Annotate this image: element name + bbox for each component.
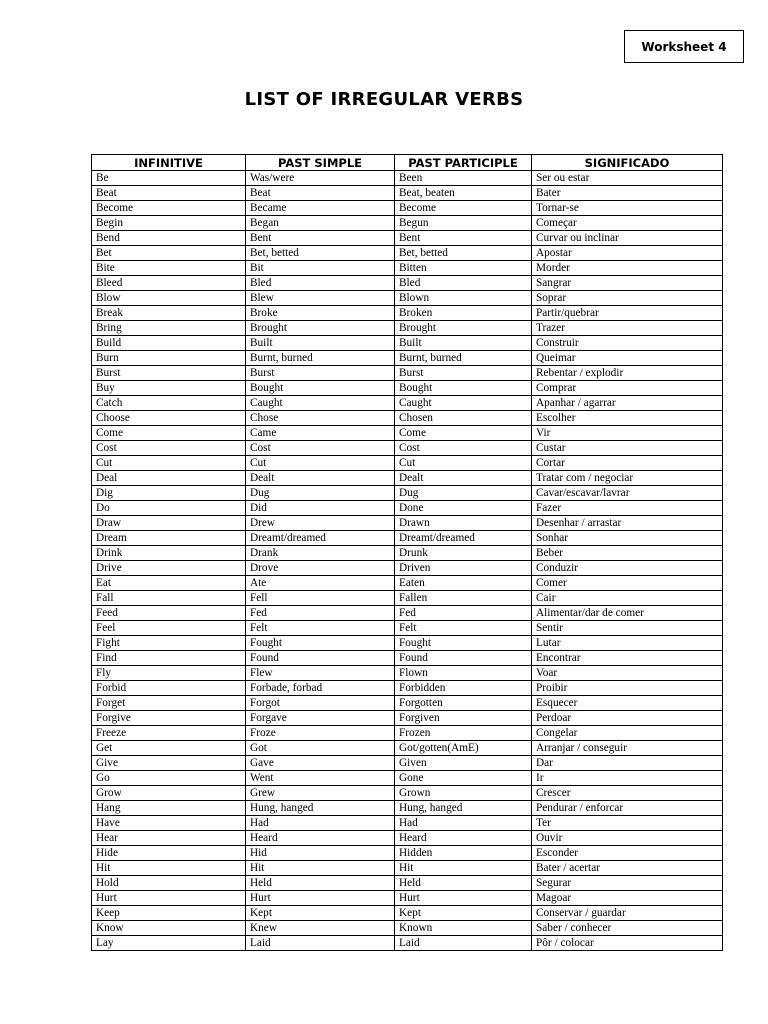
meaning-cell: Alimentar/dar de comer: [532, 606, 723, 621]
meaning-cell: Comprar: [532, 381, 723, 396]
meaning-cell: Sonhar: [532, 531, 723, 546]
past-simple-cell: Hung, hanged: [246, 801, 395, 816]
table-row: [92, 441, 723, 456]
meaning-cell: Apostar: [532, 246, 723, 261]
past-participle-cell: Blown: [395, 291, 532, 306]
infinitive-cell: Freeze: [92, 726, 246, 741]
past-simple-cell: Bent: [246, 231, 395, 246]
infinitive-cell: Bend: [92, 231, 246, 246]
past-simple-cell: Found: [246, 651, 395, 666]
meaning-cell: Perdoar: [532, 711, 723, 726]
infinitive-cell: Grow: [92, 786, 246, 801]
past-simple-cell: Beat: [246, 186, 395, 201]
infinitive-cell: Hang: [92, 801, 246, 816]
worksheet-label: Worksheet 4: [624, 30, 744, 63]
past-simple-cell: Brought: [246, 321, 395, 336]
infinitive-cell: Hit: [92, 861, 246, 876]
infinitive-cell: Hear: [92, 831, 246, 846]
meaning-cell: Soprar: [532, 291, 723, 306]
infinitive-cell: Know: [92, 921, 246, 936]
table-header-row: [92, 155, 723, 171]
past-participle-cell: Burst: [395, 366, 532, 381]
table-row: [92, 171, 723, 186]
table-row: [92, 756, 723, 771]
meaning-cell: Apanhar / agarrar: [532, 396, 723, 411]
meaning-cell: Cavar/escavar/lavrar: [532, 486, 723, 501]
past-simple-cell: Felt: [246, 621, 395, 636]
past-participle-cell: Hit: [395, 861, 532, 876]
past-participle-cell: Built: [395, 336, 532, 351]
infinitive-cell: Forget: [92, 696, 246, 711]
past-participle-cell: Held: [395, 876, 532, 891]
past-simple-cell: Burnt, burned: [246, 351, 395, 366]
header-past-simple: PAST SIMPLE: [246, 155, 395, 171]
past-participle-cell: Forbidden: [395, 681, 532, 696]
infinitive-cell: Find: [92, 651, 246, 666]
past-participle-cell: Hung, hanged: [395, 801, 532, 816]
infinitive-cell: Bleed: [92, 276, 246, 291]
past-simple-cell: Laid: [246, 936, 395, 951]
past-simple-cell: Dug: [246, 486, 395, 501]
table-row: [92, 711, 723, 726]
infinitive-cell: Lay: [92, 936, 246, 951]
past-participle-cell: Gone: [395, 771, 532, 786]
table-row: [92, 321, 723, 336]
past-participle-cell: Become: [395, 201, 532, 216]
meaning-cell: Comer: [532, 576, 723, 591]
past-participle-cell: Bent: [395, 231, 532, 246]
table-row: [92, 591, 723, 606]
header-infinitive: INFINITIVE: [92, 155, 246, 171]
infinitive-cell: Fight: [92, 636, 246, 651]
meaning-cell: Rebentar / explodir: [532, 366, 723, 381]
table-row: [92, 801, 723, 816]
table-row: [92, 741, 723, 756]
infinitive-cell: Dig: [92, 486, 246, 501]
past-simple-cell: Drew: [246, 516, 395, 531]
past-participle-cell: Brought: [395, 321, 532, 336]
past-participle-cell: Begun: [395, 216, 532, 231]
past-simple-cell: Drove: [246, 561, 395, 576]
table-row: [92, 486, 723, 501]
irregular-verbs-table: [91, 154, 723, 951]
meaning-cell: Desenhar / arrastar: [532, 516, 723, 531]
meaning-cell: Arranjar / conseguir: [532, 741, 723, 756]
meaning-cell: Ter: [532, 816, 723, 831]
table-row: [92, 411, 723, 426]
table-row: [92, 351, 723, 366]
past-participle-cell: Caught: [395, 396, 532, 411]
past-participle-cell: Forgiven: [395, 711, 532, 726]
infinitive-cell: Feel: [92, 621, 246, 636]
meaning-cell: Ser ou estar: [532, 171, 723, 186]
infinitive-cell: Give: [92, 756, 246, 771]
past-participle-cell: Had: [395, 816, 532, 831]
meaning-cell: Fazer: [532, 501, 723, 516]
past-participle-cell: Been: [395, 171, 532, 186]
past-participle-cell: Forgotten: [395, 696, 532, 711]
table-row: [92, 201, 723, 216]
past-participle-cell: Eaten: [395, 576, 532, 591]
past-participle-cell: Hurt: [395, 891, 532, 906]
past-participle-cell: Got/gotten(AmE): [395, 741, 532, 756]
table-row: [92, 561, 723, 576]
past-simple-cell: Forgot: [246, 696, 395, 711]
table-row: [92, 546, 723, 561]
past-participle-cell: Drunk: [395, 546, 532, 561]
meaning-cell: Dar: [532, 756, 723, 771]
header-significado: SIGNIFICADO: [532, 155, 723, 171]
infinitive-cell: Eat: [92, 576, 246, 591]
infinitive-cell: Draw: [92, 516, 246, 531]
past-simple-cell: Heard: [246, 831, 395, 846]
table-row: [92, 786, 723, 801]
infinitive-cell: Forbid: [92, 681, 246, 696]
past-simple-cell: Came: [246, 426, 395, 441]
table-row: [92, 636, 723, 651]
past-participle-cell: Fought: [395, 636, 532, 651]
infinitive-cell: Come: [92, 426, 246, 441]
header-past-participle: PAST PARTICIPLE: [395, 155, 532, 171]
table-row: [92, 681, 723, 696]
meaning-cell: Esquecer: [532, 696, 723, 711]
table-row: [92, 621, 723, 636]
past-participle-cell: Dealt: [395, 471, 532, 486]
past-simple-cell: Got: [246, 741, 395, 756]
past-participle-cell: Flown: [395, 666, 532, 681]
past-simple-cell: Ate: [246, 576, 395, 591]
infinitive-cell: Go: [92, 771, 246, 786]
past-simple-cell: Dealt: [246, 471, 395, 486]
past-participle-cell: Grown: [395, 786, 532, 801]
infinitive-cell: Hide: [92, 846, 246, 861]
infinitive-cell: Choose: [92, 411, 246, 426]
past-participle-cell: Fallen: [395, 591, 532, 606]
infinitive-cell: Bet: [92, 246, 246, 261]
past-simple-cell: Fed: [246, 606, 395, 621]
meaning-cell: Pendurar / enforcar: [532, 801, 723, 816]
past-participle-cell: Heard: [395, 831, 532, 846]
past-participle-cell: Dreamt/dreamed: [395, 531, 532, 546]
meaning-cell: Cortar: [532, 456, 723, 471]
past-simple-cell: Cut: [246, 456, 395, 471]
meaning-cell: Cair: [532, 591, 723, 606]
meaning-cell: Esconder: [532, 846, 723, 861]
infinitive-cell: Build: [92, 336, 246, 351]
meaning-cell: Ir: [532, 771, 723, 786]
infinitive-cell: Hold: [92, 876, 246, 891]
table-row: [92, 366, 723, 381]
infinitive-cell: Fly: [92, 666, 246, 681]
past-participle-cell: Fed: [395, 606, 532, 621]
infinitive-cell: Fall: [92, 591, 246, 606]
past-simple-cell: Dreamt/dreamed: [246, 531, 395, 546]
past-participle-cell: Drawn: [395, 516, 532, 531]
infinitive-cell: Be: [92, 171, 246, 186]
table-row: [92, 606, 723, 621]
meaning-cell: Queimar: [532, 351, 723, 366]
past-participle-cell: Found: [395, 651, 532, 666]
meaning-cell: Conservar / guardar: [532, 906, 723, 921]
past-simple-cell: Kept: [246, 906, 395, 921]
table-row: [92, 291, 723, 306]
past-simple-cell: Bled: [246, 276, 395, 291]
infinitive-cell: Keep: [92, 906, 246, 921]
infinitive-cell: Burst: [92, 366, 246, 381]
meaning-cell: Sangrar: [532, 276, 723, 291]
table-row: [92, 696, 723, 711]
table-row: [92, 651, 723, 666]
infinitive-cell: Burn: [92, 351, 246, 366]
past-participle-cell: Known: [395, 921, 532, 936]
past-participle-cell: Done: [395, 501, 532, 516]
page-title: LIST OF IRREGULAR VERBS: [244, 89, 524, 110]
meaning-cell: Começar: [532, 216, 723, 231]
meaning-cell: Morder: [532, 261, 723, 276]
past-simple-cell: Gave: [246, 756, 395, 771]
past-simple-cell: Grew: [246, 786, 395, 801]
past-simple-cell: Built: [246, 336, 395, 351]
table-row: [92, 396, 723, 411]
meaning-cell: Saber / conhecer: [532, 921, 723, 936]
past-simple-cell: Became: [246, 201, 395, 216]
past-simple-cell: Caught: [246, 396, 395, 411]
past-participle-cell: Driven: [395, 561, 532, 576]
infinitive-cell: Bite: [92, 261, 246, 276]
past-simple-cell: Fought: [246, 636, 395, 651]
table-row: [92, 276, 723, 291]
table-row: [92, 726, 723, 741]
table-row: [92, 771, 723, 786]
meaning-cell: Curvar ou inclinar: [532, 231, 723, 246]
past-simple-cell: Bet, betted: [246, 246, 395, 261]
infinitive-cell: Get: [92, 741, 246, 756]
table-row: [92, 816, 723, 831]
past-simple-cell: Knew: [246, 921, 395, 936]
table-row: [92, 231, 723, 246]
meaning-cell: Custar: [532, 441, 723, 456]
meaning-cell: Proibir: [532, 681, 723, 696]
table-row: [92, 261, 723, 276]
table-row: [92, 891, 723, 906]
meaning-cell: Lutar: [532, 636, 723, 651]
meaning-cell: Vir: [532, 426, 723, 441]
past-participle-cell: Broken: [395, 306, 532, 321]
past-simple-cell: Chose: [246, 411, 395, 426]
past-simple-cell: Froze: [246, 726, 395, 741]
meaning-cell: Sentir: [532, 621, 723, 636]
infinitive-cell: Become: [92, 201, 246, 216]
past-participle-cell: Bought: [395, 381, 532, 396]
past-simple-cell: Bought: [246, 381, 395, 396]
past-participle-cell: Beat, beaten: [395, 186, 532, 201]
table-row: [92, 861, 723, 876]
past-participle-cell: Bitten: [395, 261, 532, 276]
meaning-cell: Tornar-se: [532, 201, 723, 216]
past-participle-cell: Laid: [395, 936, 532, 951]
table-row: [92, 381, 723, 396]
table-row: [92, 576, 723, 591]
infinitive-cell: Hurt: [92, 891, 246, 906]
table-row: [92, 501, 723, 516]
past-simple-cell: Did: [246, 501, 395, 516]
infinitive-cell: Feed: [92, 606, 246, 621]
past-participle-cell: Hidden: [395, 846, 532, 861]
past-participle-cell: Chosen: [395, 411, 532, 426]
past-simple-cell: Burst: [246, 366, 395, 381]
table-row: [92, 216, 723, 231]
infinitive-cell: Drink: [92, 546, 246, 561]
table-row: [92, 921, 723, 936]
past-simple-cell: Fell: [246, 591, 395, 606]
past-simple-cell: Went: [246, 771, 395, 786]
table-row: [92, 831, 723, 846]
infinitive-cell: Break: [92, 306, 246, 321]
past-participle-cell: Burnt, burned: [395, 351, 532, 366]
past-participle-cell: Cost: [395, 441, 532, 456]
table-row: [92, 306, 723, 321]
past-simple-cell: Began: [246, 216, 395, 231]
table-body: [92, 171, 723, 951]
table-row: [92, 456, 723, 471]
meaning-cell: Magoar: [532, 891, 723, 906]
meaning-cell: Encontrar: [532, 651, 723, 666]
past-simple-cell: Cost: [246, 441, 395, 456]
infinitive-cell: Catch: [92, 396, 246, 411]
infinitive-cell: Have: [92, 816, 246, 831]
table-row: [92, 531, 723, 546]
past-simple-cell: Had: [246, 816, 395, 831]
meaning-cell: Voar: [532, 666, 723, 681]
table-row: [92, 246, 723, 261]
meaning-cell: Congelar: [532, 726, 723, 741]
meaning-cell: Ouvir: [532, 831, 723, 846]
meaning-cell: Construir: [532, 336, 723, 351]
table-row: [92, 666, 723, 681]
past-simple-cell: Blew: [246, 291, 395, 306]
table-row: [92, 936, 723, 951]
table-row: [92, 186, 723, 201]
past-simple-cell: Broke: [246, 306, 395, 321]
infinitive-cell: Beat: [92, 186, 246, 201]
infinitive-cell: Dream: [92, 531, 246, 546]
past-simple-cell: Hid: [246, 846, 395, 861]
meaning-cell: Escolher: [532, 411, 723, 426]
meaning-cell: Trazer: [532, 321, 723, 336]
table-row: [92, 471, 723, 486]
infinitive-cell: Cut: [92, 456, 246, 471]
past-participle-cell: Kept: [395, 906, 532, 921]
meaning-cell: Bater: [532, 186, 723, 201]
past-participle-cell: Cut: [395, 456, 532, 471]
meaning-cell: Bater / acertar: [532, 861, 723, 876]
infinitive-cell: Forgive: [92, 711, 246, 726]
infinitive-cell: Begin: [92, 216, 246, 231]
past-participle-cell: Felt: [395, 621, 532, 636]
past-simple-cell: Hurt: [246, 891, 395, 906]
table-row: [92, 876, 723, 891]
infinitive-cell: Bring: [92, 321, 246, 336]
past-participle-cell: Bet, betted: [395, 246, 532, 261]
meaning-cell: Segurar: [532, 876, 723, 891]
past-simple-cell: Flew: [246, 666, 395, 681]
infinitive-cell: Blow: [92, 291, 246, 306]
past-simple-cell: Drank: [246, 546, 395, 561]
infinitive-cell: Buy: [92, 381, 246, 396]
table-row: [92, 846, 723, 861]
table-row: [92, 906, 723, 921]
past-simple-cell: Held: [246, 876, 395, 891]
past-participle-cell: Given: [395, 756, 532, 771]
meaning-cell: Pôr / colocar: [532, 936, 723, 951]
meaning-cell: Beber: [532, 546, 723, 561]
past-participle-cell: Dug: [395, 486, 532, 501]
infinitive-cell: Deal: [92, 471, 246, 486]
table-row: [92, 516, 723, 531]
infinitive-cell: Do: [92, 501, 246, 516]
past-participle-cell: Frozen: [395, 726, 532, 741]
meaning-cell: Crescer: [532, 786, 723, 801]
past-simple-cell: Hit: [246, 861, 395, 876]
past-simple-cell: Forbade, forbad: [246, 681, 395, 696]
infinitive-cell: Cost: [92, 441, 246, 456]
meaning-cell: Partir/quebrar: [532, 306, 723, 321]
meaning-cell: Conduzir: [532, 561, 723, 576]
past-simple-cell: Bit: [246, 261, 395, 276]
table-row: [92, 426, 723, 441]
past-simple-cell: Forgave: [246, 711, 395, 726]
past-participle-cell: Bled: [395, 276, 532, 291]
meaning-cell: Tratar com / negociar: [532, 471, 723, 486]
infinitive-cell: Drive: [92, 561, 246, 576]
table-row: [92, 336, 723, 351]
past-participle-cell: Come: [395, 426, 532, 441]
past-simple-cell: Was/were: [246, 171, 395, 186]
